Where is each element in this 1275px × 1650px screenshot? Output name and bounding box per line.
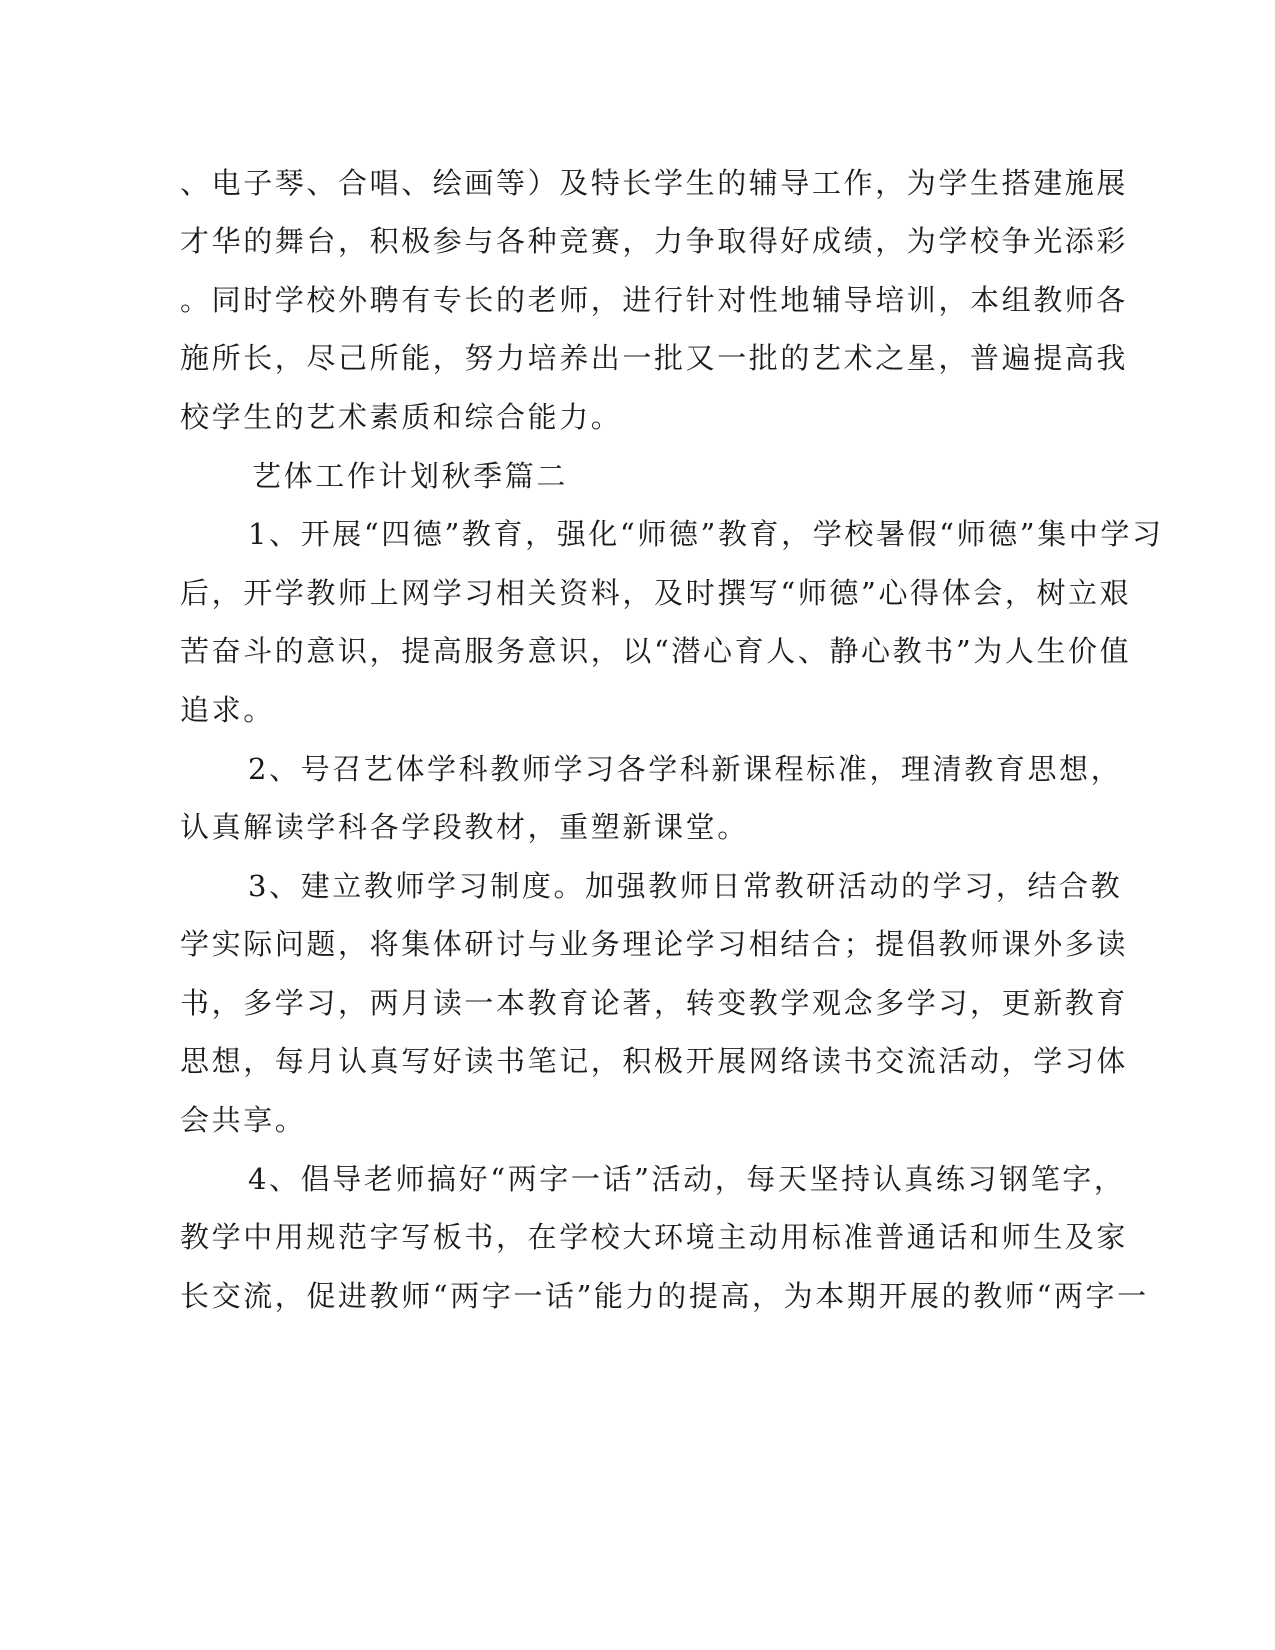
list-item-line: 会共享。 xyxy=(180,1103,307,1137)
list-item-line: 学实际问题，将集体研讨与业务理论学习相结合；提倡教师课外多读 xyxy=(180,927,1129,961)
paragraph-line: 校学生的艺术素质和综合能力。 xyxy=(180,400,623,434)
section-title: 艺体工作计划秋季篇二 xyxy=(252,459,569,493)
list-item-line: 追求。 xyxy=(180,693,275,727)
paragraph-line: 、电子琴、合唱、绘画等）及特长学生的辅导工作，为学生搭建施展 xyxy=(180,166,1129,200)
paragraph-line: 。同时学校外聘有专长的老师，进行针对性地辅导培训，本组教师各 xyxy=(180,283,1129,317)
list-item-line: 思想，每月认真写好读书笔记，积极开展网络读书交流活动，学习体 xyxy=(180,1044,1129,1078)
list-item-line: 后，开学教师上网学习相关资料，及时撰写“师德”心得体会，树立艰 xyxy=(180,576,1132,610)
list-item-line: 1、开展“四德”教育，强化“师德”教育，学校暑假“师德”集中学习 xyxy=(248,517,1164,551)
list-item-line: 2、号召艺体学科教师学习各学科新课程标准，理清教育思想， xyxy=(248,752,1123,786)
list-item-line: 4、倡导老师搞好“两字一话”活动，每天坚持认真练习钢笔字， xyxy=(248,1162,1126,1196)
list-item-line: 3、建立教师学习制度。加强教师日常教研活动的学习，结合教 xyxy=(248,869,1123,903)
list-item-line: 教学中用规范字写板书，在学校大环境主动用标准普通话和师生及家 xyxy=(180,1220,1129,1254)
list-item-line: 苦奋斗的意识，提高服务意识，以“潜心育人、静心教书”为人生价值 xyxy=(180,634,1132,668)
paragraph-line: 才华的舞台，积极参与各种竞赛，力争取得好成绩，为学校争光添彩 xyxy=(180,224,1129,258)
list-item-line: 书，多学习，两月读一本教育论著，转变教学观念多学习，更新教育 xyxy=(180,986,1129,1020)
paragraph-line: 施所长，尽己所能，努力培养出一批又一批的艺术之星，普遍提高我 xyxy=(180,341,1129,375)
list-item-line: 认真解读学科各学段教材，重塑新课堂。 xyxy=(180,810,749,844)
list-item-line: 长交流，促进教师“两字一话”能力的提高，为本期开展的教师“两字一 xyxy=(180,1279,1149,1313)
